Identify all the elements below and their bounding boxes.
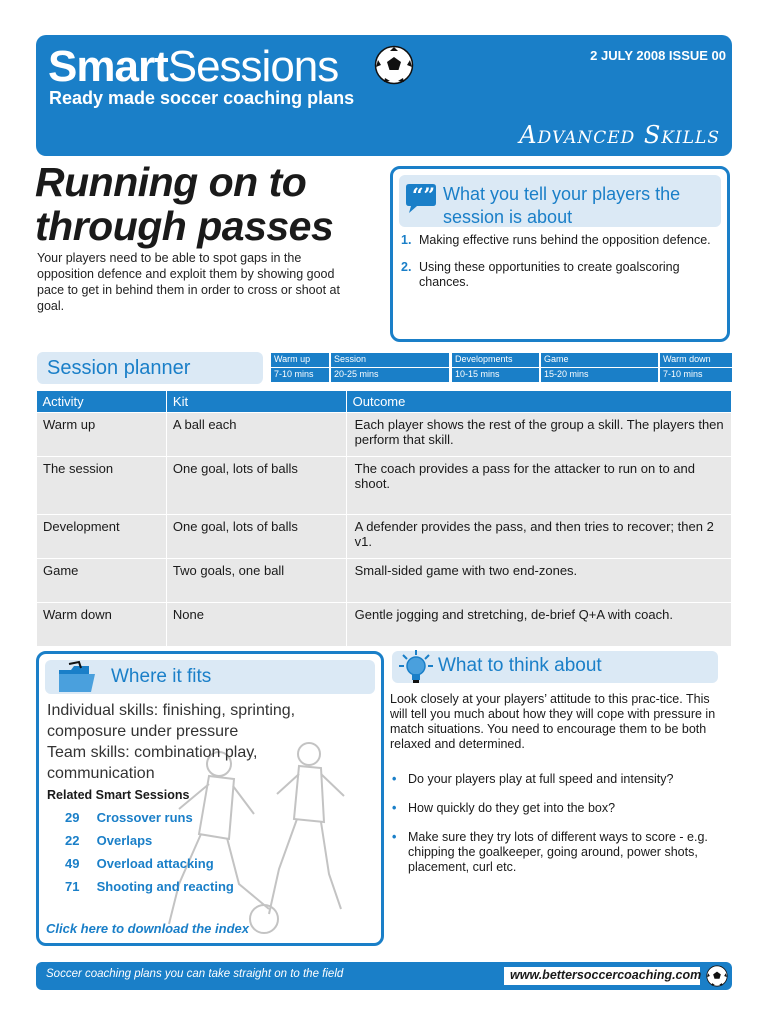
team-skills-label: Team skills: <box>47 744 130 761</box>
cell-kit: One goal, lots of balls <box>166 457 346 515</box>
bullet-icon: • <box>392 772 397 786</box>
table-header-row <box>37 391 732 413</box>
related-session-number: 22 <box>65 833 80 848</box>
where-it-fits-title: Where it fits <box>111 666 212 687</box>
tagline: Ready made soccer coaching plans <box>49 88 355 108</box>
bullet-icon: • <box>392 801 397 815</box>
cell-outcome: Small-sided game with two end-zones. <box>346 559 731 603</box>
related-session-number: 29 <box>65 810 80 825</box>
table-row <box>37 559 732 603</box>
soccer-ball-icon <box>374 45 414 85</box>
issue-dateline: 2 JULY 2008 ISSUE 00 <box>590 48 726 63</box>
session-planner-heading <box>37 352 263 384</box>
cell-activity: The session <box>37 457 167 515</box>
tell-players-title: What you tell your players the session is about <box>443 184 681 227</box>
brand-logo <box>48 43 338 91</box>
related-session-title[interactable]: Crossover runs <box>96 810 193 825</box>
list-text: Making effective runs behind the opposition defence. <box>419 233 711 247</box>
cell-kit: Two goals, one ball <box>166 559 346 603</box>
related-session-number: 49 <box>65 856 80 871</box>
what-to-think-body: Look closely at your players’ attitude to this prac-tice. This will tell you much about how they will cope with pressure in match situations. You need to encourage them to be both relaxed and determined. <box>390 692 716 751</box>
column-header-kit: Kit <box>166 391 346 413</box>
column-header-outcome: Outcome <box>346 391 731 413</box>
list-text: Do your players play at full speed and intensity? <box>408 772 674 786</box>
timing-name: Game <box>541 353 658 367</box>
soccer-ball-icon <box>706 965 728 987</box>
list-item <box>392 801 732 816</box>
tell-players-panel <box>390 166 730 342</box>
where-it-fits-panel <box>36 651 384 946</box>
list-item <box>392 830 732 875</box>
table-row <box>37 457 732 515</box>
related-session-title[interactable]: Overload attacking <box>96 856 214 871</box>
timing-developments <box>452 353 539 383</box>
header-banner <box>36 35 732 156</box>
related-sessions-heading: Related Smart Sessions <box>47 788 190 802</box>
team-skills-value: combination play, communication <box>47 744 258 782</box>
timing-duration: 10-15 mins <box>452 368 539 382</box>
download-index-link[interactable]: Click here to download the index <box>46 921 249 936</box>
what-to-think-list <box>392 772 732 889</box>
cell-outcome: Each player shows the rest of the group a skill. The players then perform that skill. <box>346 413 731 457</box>
timing-duration: 7-10 mins <box>660 368 732 382</box>
list-item <box>401 260 723 290</box>
table-row <box>37 603 732 647</box>
brand-bold: Smart <box>48 42 168 91</box>
cell-kit: A ball each <box>166 413 346 457</box>
timing-warm-up <box>271 353 329 383</box>
timing-name: Session <box>331 353 449 367</box>
intro-text: Your players need to be able to spot gaps in the opposition defence and exploit them by showing good pace to get in behind them in order to cross or shoot at goal. <box>37 251 340 313</box>
timing-duration: 7-10 mins <box>271 368 329 382</box>
website-link-text[interactable]: www.bettersoccercoaching.com <box>510 968 702 982</box>
list-item <box>401 233 723 248</box>
tell-players-list <box>401 233 723 302</box>
list-item <box>392 772 732 787</box>
related-session-number: 71 <box>65 879 80 894</box>
speech-quote-icon <box>403 183 439 215</box>
cell-outcome: The coach provides a pass for the attacker to run on to and shoot. <box>346 457 731 515</box>
title-line-2: through passes <box>35 203 334 249</box>
where-it-fits-header <box>45 660 375 694</box>
cell-kit: One goal, lots of balls <box>166 515 346 559</box>
tell-players-header <box>399 175 721 227</box>
cell-outcome: Gentle jogging and stretching, de-brief Q+A with coach. <box>346 603 731 647</box>
folder-icon <box>55 660 99 696</box>
cell-activity: Warm down <box>37 603 167 647</box>
timing-session <box>331 353 449 383</box>
footer-bar <box>36 962 732 990</box>
column-header-activity: Activity <box>37 391 167 413</box>
individual-skills-value: finishing, sprinting, composure under pressure <box>47 702 296 740</box>
brand-light: Sessions <box>167 42 339 91</box>
related-sessions-list <box>65 810 234 902</box>
page-title <box>35 160 395 248</box>
list-number: 1. <box>401 233 412 247</box>
cell-activity: Game <box>37 559 167 603</box>
cell-kit: None <box>166 603 346 647</box>
footer-tagline: Soccer coaching plans you can take straight on to the field <box>46 968 344 980</box>
list-text: How quickly do they get into the box? <box>408 801 616 815</box>
website-link[interactable] <box>504 967 700 985</box>
related-session-title[interactable]: Shooting and reacting <box>96 879 234 894</box>
table-row <box>37 413 732 457</box>
timing-duration: 15-20 mins <box>541 368 658 382</box>
timing-warm-down <box>660 353 732 383</box>
individual-skills-label: Individual skills: <box>47 702 159 719</box>
list-text: Make sure they try lots of different ways to score - e.g. chipping the goalkeeper, going around, power shots, placement, curl etc. <box>408 830 708 874</box>
bullet-icon: • <box>392 830 397 844</box>
related-session-link[interactable] <box>65 879 234 902</box>
session-planner-title: Session planner <box>47 357 191 379</box>
session-plan-table <box>36 391 732 647</box>
category-label: Advanced Skills <box>519 121 720 149</box>
lightbulb-icon <box>398 649 434 685</box>
cell-outcome: A defender provides the pass, and then tries to recover; then 2 v1. <box>346 515 731 559</box>
related-session-link[interactable] <box>65 856 234 879</box>
what-to-think-title: What to think about <box>438 655 602 676</box>
title-line-1: Running on to <box>35 159 307 205</box>
timing-game <box>541 353 658 383</box>
skills-text <box>47 700 347 784</box>
timing-name: Developments <box>452 353 539 367</box>
list-number: 2. <box>401 260 412 274</box>
cell-activity: Development <box>37 515 167 559</box>
related-session-title[interactable]: Overlaps <box>96 833 153 848</box>
timing-duration: 20-25 mins <box>331 368 449 382</box>
timing-name: Warm down <box>660 353 732 367</box>
table-row <box>37 515 732 559</box>
related-session-link[interactable] <box>65 810 234 833</box>
cell-activity: Warm up <box>37 413 167 457</box>
svg-text:“”: “” <box>412 183 436 207</box>
related-session-link[interactable] <box>65 833 234 856</box>
timing-name: Warm up <box>271 353 329 367</box>
list-text: Using these opportunities to create goalscoring chances. <box>419 260 680 289</box>
what-to-think-header <box>392 651 718 683</box>
